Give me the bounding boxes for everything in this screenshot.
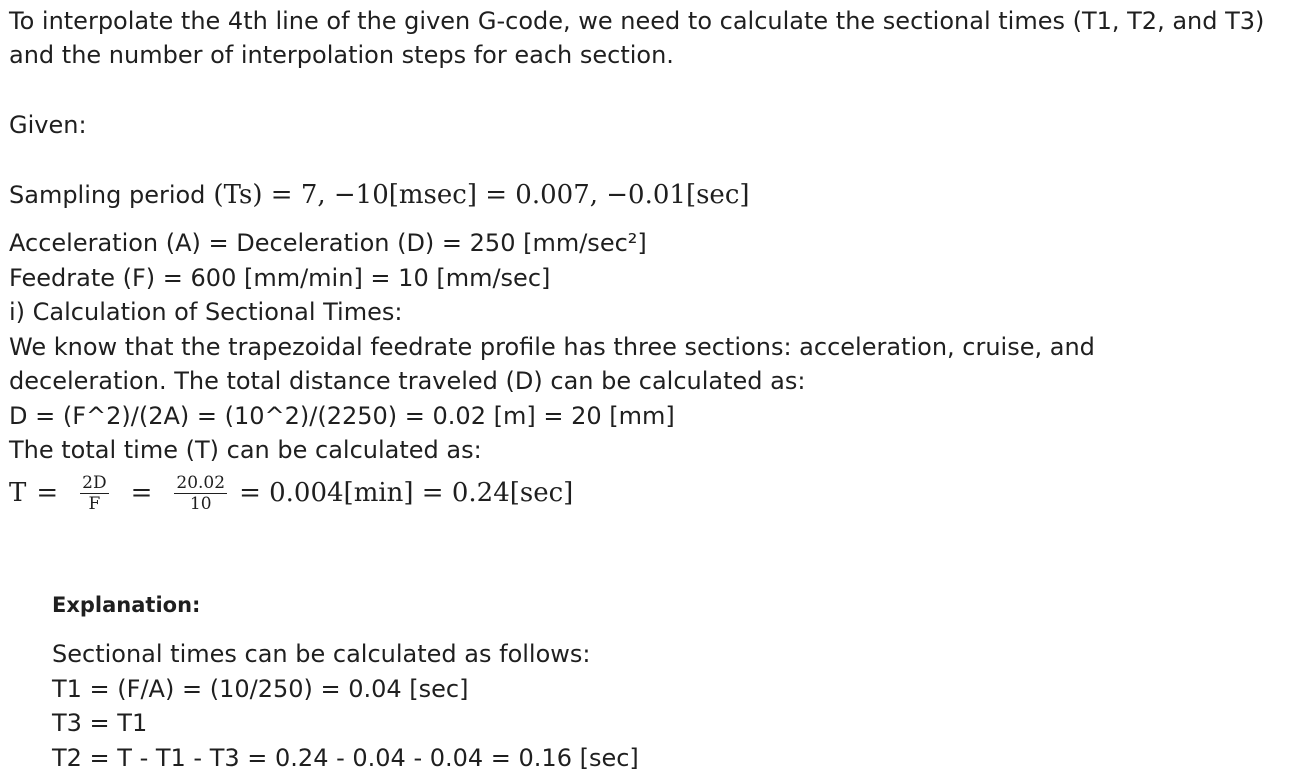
eq-sign: = — [130, 478, 153, 508]
total-time-equation — [9, 470, 573, 516]
section-heading: i) Calculation of Sectional Times: — [9, 298, 403, 326]
feedrate-line: Feedrate (F) = 600 [mm/min] = 10 [mm/sec] — [9, 263, 551, 292]
fraction-numerator: 20.02 — [176, 472, 226, 493]
fraction-denominator: F — [88, 493, 101, 514]
text-line: deceleration. The total distance traveled (D) can be calculated as: — [9, 367, 806, 395]
acceleration-line: Acceleration (A) = Deceleration (D) = 250 [mm/sec²] — [9, 229, 647, 257]
eq-lhs: T — [9, 478, 27, 508]
t2-equation: T2 = T - T1 - T3 = 0.24 - 0.04 - 0.04 = 0.16 [sec] — [52, 743, 639, 772]
sampling-period-line — [9, 176, 750, 214]
given-values-block — [9, 226, 1095, 468]
fraction-denominator: 10 — [189, 493, 212, 514]
sampling-label: Sampling period — [9, 181, 206, 209]
explanation-section — [52, 585, 639, 775]
fraction-numerator: 2D — [82, 472, 107, 493]
fraction-2d-over-f — [80, 474, 108, 513]
explanation-intro: Sectional times can be calculated as follows: — [52, 640, 591, 668]
distance-equation: D = (F^2)/(2A) = (10^2)/(2250) = 0.02 [m] = 20 [mm] — [9, 401, 675, 430]
given-label: Given: — [9, 111, 87, 139]
intro-paragraph: To interpolate the 4th line of the given G-code, we need to calculate the sectional times (T1, T2, and T3) and the number of interpolation steps for each section. — [9, 7, 1265, 69]
eq-sign: = — [36, 478, 59, 508]
t1-equation: T1 = (F/A) = (10/250) = 0.04 [sec] — [52, 674, 469, 703]
t3-equation: T3 = T1 — [52, 709, 148, 737]
fraction-values — [174, 474, 227, 513]
sampling-math: (Ts) = 7, −10[msec] = 0.007, −0.01[sec] — [213, 180, 750, 210]
text-line: We know that the trapezoidal feedrate profile has three sections: acceleration, cruise, and — [9, 332, 1095, 361]
eq-result: = 0.004[min] = 0.24[sec] — [239, 478, 574, 508]
text-line: The total time (T) can be calculated as: — [9, 436, 482, 464]
explanation-title: Explanation: — [52, 593, 201, 617]
